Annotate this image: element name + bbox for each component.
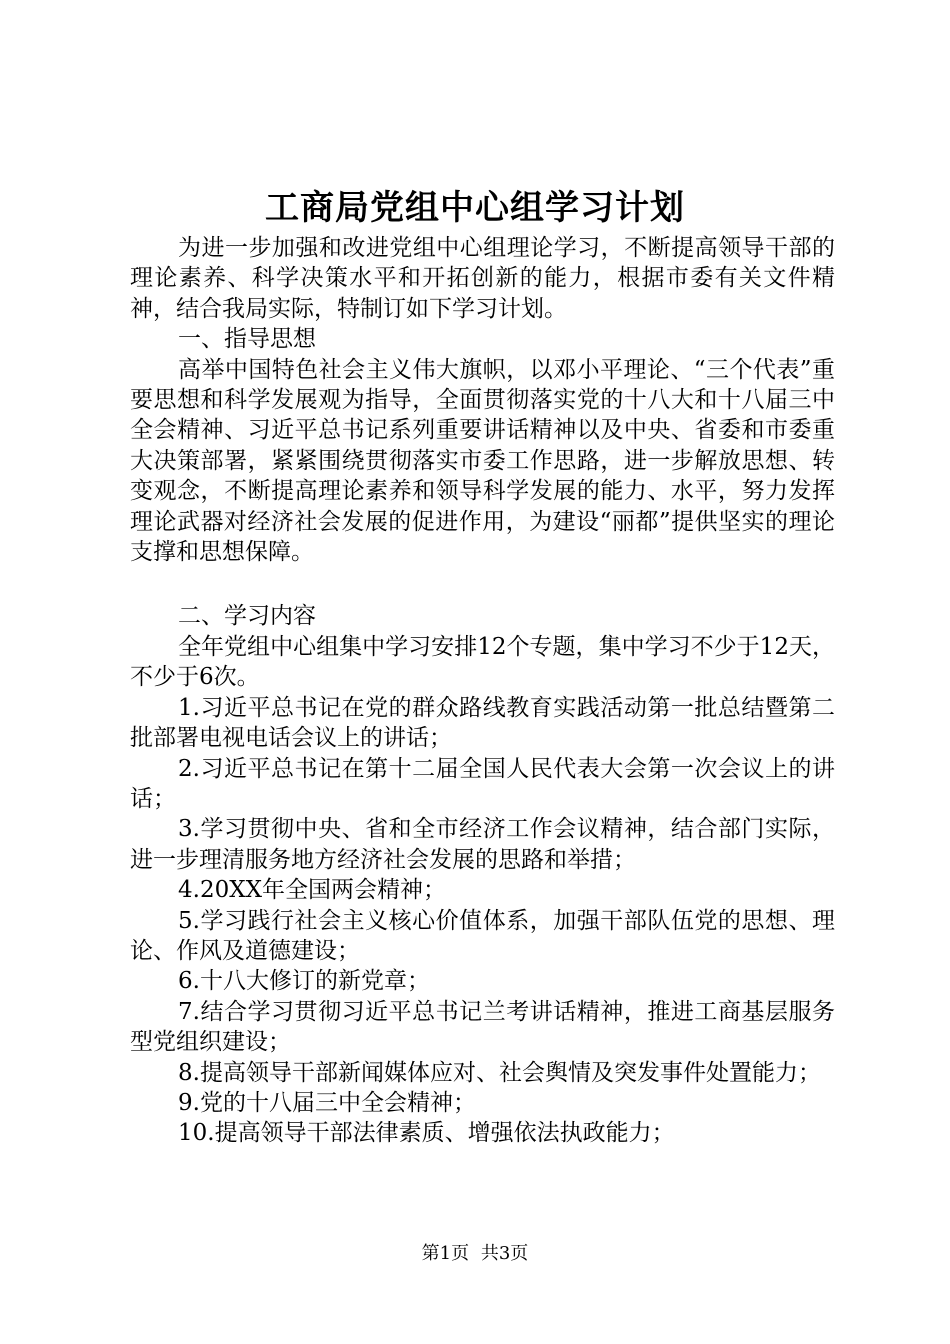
study-item: 8.提高领导干部新闻媒体应对、社会舆情及突发事件处置能力； (178, 1059, 821, 1086)
study-item: 3.学习贯彻中央、省和全市经济工作会议精神，结合部门实际，进一步理清服务地方经济社会发展的思路和举措； (130, 816, 835, 873)
study-content-intro: 全年党组中心组集中学习安排12个专题，集中学习不少于12天，不少于6次。 (130, 633, 835, 691)
study-item: 1.习近平总书记在党的群众路线教育实践活动第一批总结暨第二批部署电视电话会议上的讲话； (130, 694, 835, 752)
paragraph-spacer (130, 567, 835, 601)
page-number: 第1页 (421, 1243, 470, 1264)
study-item: 6.十八大修订的新党章； (178, 968, 430, 995)
study-item: 9.党的十八届三中全会精神； (178, 1089, 476, 1116)
study-item: 10.提高领导干部法律素质、增强依法执政能力； (178, 1120, 675, 1147)
document-title: 工商局党组中心组学习计划 (265, 188, 685, 228)
document-body (130, 233, 835, 1149)
page-total: 共3页 (480, 1243, 529, 1264)
guiding-thought-paragraph: 高举中国特色社会主义伟大旗帜，以邓小平理论、“三个代表”重要思想和科学发展观为指导，全面贯彻落实党的十八大和十八届三中全会精神、习近平总书记系列重要讲话精神以及中央、省委和市委重大决策部署，紧紧围绕贯彻落实市委工作思路，进一步解放思想、转变观念，不断提高理论素养和领导科学发展的能力、水平，努力发挥理论武器对经济社会发展的促进作用，为建设“丽都”提供坚实的理论支撑和思想保障。 (130, 356, 835, 566)
intro-paragraph: 为进一步加强和改进党组中心组理论学习，不断提高领导干部的理论素养、科学决策水平和开拓创新的能力，根据市委有关文件精神，结合我局实际，特制订如下学习计划。 (130, 235, 835, 322)
study-item: 5.学习践行社会主义核心价值体系，加强干部队伍党的思想、理论、作风及道德建设； (130, 907, 835, 964)
study-item: 2.习近平总书记在第十二届全国人民代表大会第一次会议上的讲话； (130, 755, 835, 812)
section-heading-study-content: 二、学习内容 (178, 603, 316, 630)
section-heading-guiding-thought: 一、指导思想 (178, 326, 316, 353)
study-item: 4.20XX年全国两会精神； (178, 877, 446, 904)
page-footer (0, 1242, 950, 1266)
study-item: 7.结合学习贯彻习近平总书记兰考讲话精神，推进工商基层服务型党组织建设； (130, 998, 835, 1056)
